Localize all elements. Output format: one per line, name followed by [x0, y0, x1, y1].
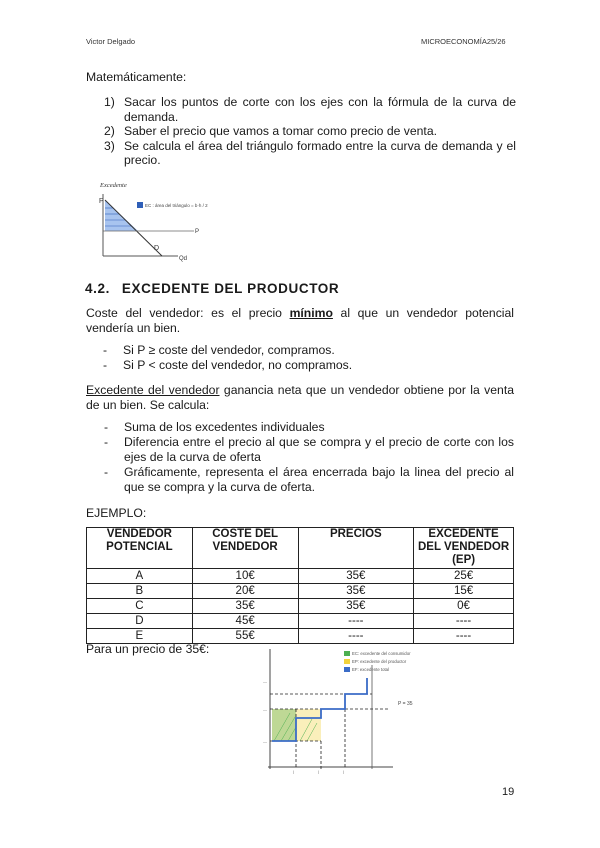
sketch1-legend: EC : área del triángulo = b·h / 2 [145, 203, 208, 208]
page-number: 19 [502, 786, 515, 798]
table-row: C 35€ 35€ 0€ [87, 599, 514, 614]
sellers-table [86, 527, 514, 644]
sketch2-legend-text: EF: excedente total [352, 667, 390, 672]
svg-text:|: | [293, 769, 295, 774]
col-header: VENDEDOR POTENCIAL [87, 528, 193, 569]
svg-text:—: — [263, 739, 267, 744]
sketch2-legend-text: EC: excedente del consumidor [352, 651, 411, 656]
header-author: Victor Delgado [86, 37, 136, 46]
keyword-minimo: mínimo [289, 306, 333, 320]
calc-item: - Diferencia entre el precio al que se compra y el precio de corte con los ejes de la curva de oferta [104, 435, 514, 464]
rules-list [103, 343, 352, 373]
example-label: EJEMPLO: [86, 506, 147, 520]
table-row: B 20€ 35€ 15€ [87, 584, 514, 599]
table-row: E 55€ ---- ---- [87, 629, 514, 644]
sketch1-title: Excedente [100, 182, 127, 189]
sketch2-price-label: P = 35 [398, 701, 413, 707]
calc-item: - Gráficamente, representa el área encerrada bajo la linea del precio al que se compra y la curva de oferta. [104, 465, 514, 494]
sketch1-legend-swatch [137, 202, 143, 208]
table-row: D 45€ ---- ---- [87, 614, 514, 629]
sketch1-axis-p: P [99, 198, 104, 205]
rule-item: - Si P ≥ coste del vendedor, compramos. [103, 343, 335, 357]
sketch1-curve-label: D [154, 245, 160, 252]
calc-item: - Suma de los excedentes individuales [104, 420, 325, 434]
surplus-definition: Excedente del vendedor ganancia neta que un vendedor obtiene por la venta de un bien. Se calcula: [86, 383, 514, 412]
sketch2-legend-swatch-blue [344, 667, 350, 672]
svg-text:|: | [318, 769, 320, 774]
svg-text:—: — [263, 707, 267, 712]
col-header: COSTE DEL VENDEDOR [192, 528, 298, 569]
price-note: Para un precio de 35€: [86, 642, 210, 656]
sketch2-legend-text: EP: excedente del productor [352, 659, 407, 664]
producer-surplus-sketch [255, 645, 425, 775]
sketch1-price-label: P [195, 229, 200, 235]
table-header-row [87, 528, 514, 569]
seller-cost-definition: Coste del vendedor: es el precio mínimo al que un vendedor potencial vendería un bien. [86, 306, 514, 335]
header-course: MICROECONOMÍA25/26 [421, 37, 506, 46]
sketch1-axis-q: Qd [179, 256, 188, 262]
section-heading: 4.2. EXCEDENTE DEL PRODUCTOR [85, 281, 340, 296]
rule-item: - Si P < coste del vendedor, no compramos. [103, 358, 353, 372]
col-header: EXCEDENTE DEL VENDEDOR (EP) [414, 528, 514, 569]
steps-list [104, 95, 516, 168]
calc-list [104, 420, 514, 495]
svg-text:—: — [263, 679, 267, 684]
step-item: 1) Sacar los puntos de corte con los ejes con la fórmula de la curva de demanda. [104, 95, 516, 124]
sketch2-legend-swatch-green [344, 651, 350, 656]
table-row: A 10€ 35€ 25€ [87, 569, 514, 584]
svg-text:|: | [343, 769, 345, 774]
col-header: PRECIOS [298, 528, 414, 569]
sketch2-legend-swatch-yellow [344, 659, 350, 664]
intro-label: Matemáticamente: [86, 70, 187, 84]
step-item: 3) Se calcula el área del triángulo formado entre la curva de demanda y el precio. [104, 138, 516, 167]
step-item: 2) Saber el precio que vamos a tomar como precio de venta. [104, 124, 437, 138]
consumer-surplus-sketch [90, 178, 220, 266]
